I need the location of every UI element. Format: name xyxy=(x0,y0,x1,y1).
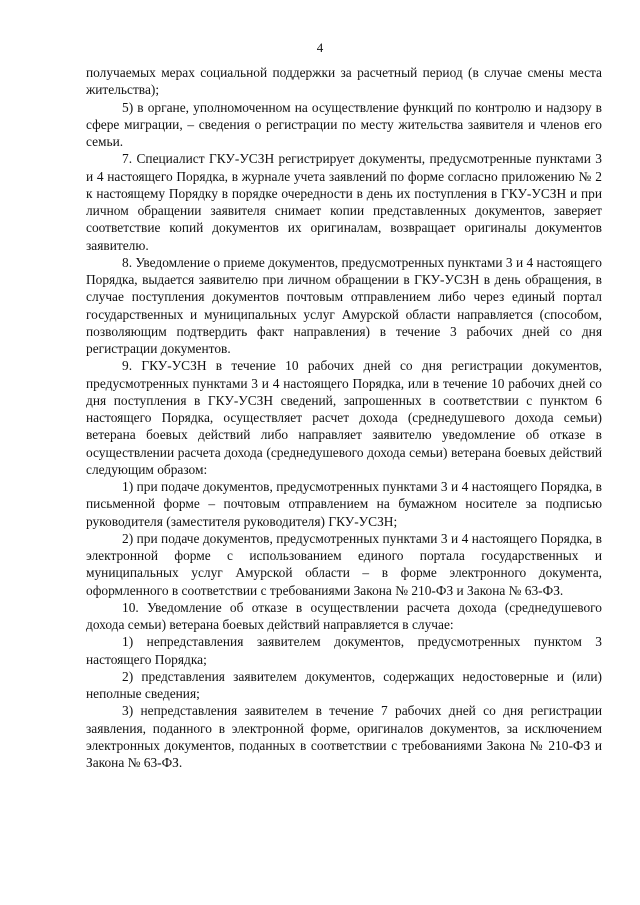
paragraph-continuation: получаемых мерах социальной поддержки за расчетный период (в случае смены места жительства); xyxy=(86,65,602,98)
paragraph-9-item-2: 2) при подаче документов, предусмотренных пунктами 3 и 4 настоящего Порядка, в электронной форме с использованием единого портала государственных и муниципальных услуг Амурской области – в форме электронного документа, оформленного в соответствии с требованиями Закона № 210-ФЗ и Закона № 63-ФЗ. xyxy=(86,530,602,598)
paragraph-10: 10. Уведомление об отказе в осуществлении расчета дохода (среднедушевого дохода семьи) ветерана боевых действий направляется в случае: xyxy=(86,599,602,632)
paragraph-item-5: 5) в органе, уполномоченном на осуществление функций по контролю и надзору в сфере миграции, – сведения о регистрации по месту жительства заявителя и членов его семьи. xyxy=(86,99,602,149)
paragraph-10-item-3: 3) непредставления заявителем в течение 7 рабочих дней со дня регистрации заявления, поданного в электронной форме, оригиналов документов, за исключением электронных документов, поданных в соответствии с требованиями Закона № 210-ФЗ и Закона № 63-ФЗ. xyxy=(86,703,602,770)
page-number: 4 xyxy=(316,40,324,55)
document-body xyxy=(86,64,602,771)
paragraph-9-item-1: 1) при подаче документов, предусмотренных пунктами 3 и 4 настоящего Порядка, в письменной форме – почтовым отправлением на бумажном носителе за подписью руководителя (заместителя руководителя) ГКУ-УСЗН; xyxy=(86,479,602,529)
paragraph-8: 8. Уведомление о приеме документов, предусмотренных пунктами 3 и 4 настоящего Порядка, выдается заявителю при личном обращении в ГКУ-УСЗН в день обращения, в случае поступления документов почтовым отправлением либо через единый портал государственных и муниципальных услуг Амурской области направляется (способом, позволяющим подтвердить факт направления) в течение 3 рабочих дней со дня регистрации документов. xyxy=(86,254,602,356)
paragraph-10-item-2: 2) представления заявителем документов, содержащих недостоверные и (или) неполные сведения; xyxy=(86,668,602,701)
paragraph-9: 9. ГКУ-УСЗН в течение 10 рабочих дней со дня регистрации документов, предусмотренных пунктами 3 и 4 настоящего Порядка, или в течение 10 рабочих дней со дня поступления в ГКУ-УСЗН сведений, запрошенных в соответствии с пунктом 6 настоящего Порядка, осуществляет расчет дохода (среднедушевого дохода семьи) ветерана боевых действий либо направляет заявителю уведомление об отказе в осуществлении расчета дохода (среднедушевого дохода семьи) ветерана боевых действий следующим образом: xyxy=(86,358,602,477)
paragraph-10-item-1: 1) непредставления заявителем документов, предусмотренных пунктом 3 настоящего Порядка; xyxy=(86,634,602,667)
paragraph-7: 7. Специалист ГКУ-УСЗН регистрирует документы, предусмотренные пунктами 3 и 4 настоящего Порядка, в журнале учета заявлений по форме согласно приложению № 2 к настоящему Порядку в порядке очередности в день их поступления в ГКУ-УСЗН и при личном обращении заявителя снимает копии представленных документов, заверяет соответствие копий документов их оригиналам, возвращает оригиналы документов заявителю. xyxy=(86,151,602,253)
